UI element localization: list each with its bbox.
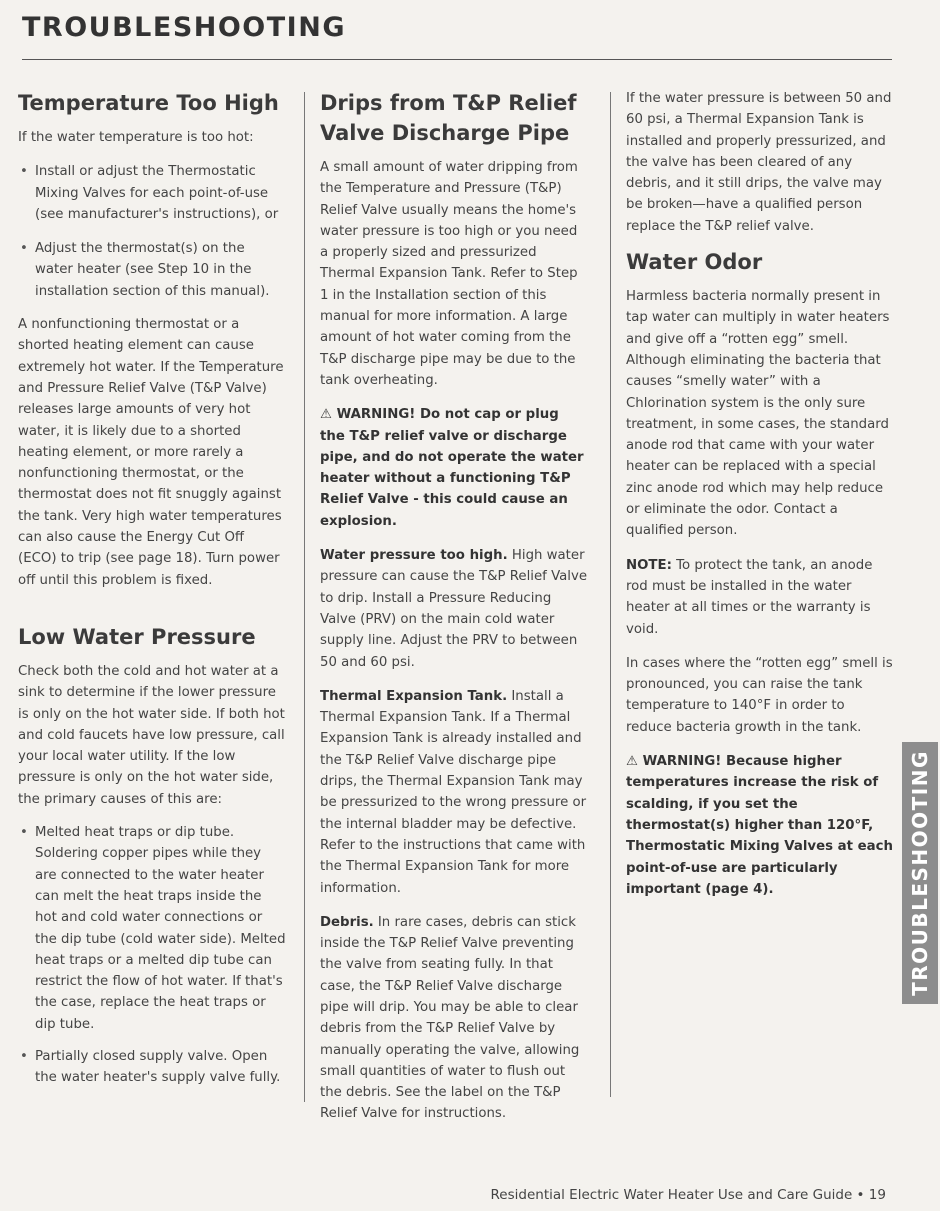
note-lead: NOTE: [626,557,672,573]
warning-scalding [626,751,894,900]
list-item: • Install or adjust the Thermostatic Mixing Valves for each point-of-use (see manufacturer's instructions), or [18,161,286,225]
list-item: • Melted heat traps or dip tube. Soldering copper pipes while they are connected to the water heater can melt the heat traps inside the hot and cold water connections or the dip tube (cold water side). Melted heat traps or a melted dip tube can restrict the flow of hot water. If that's the case, replace the heat traps or dip tube. [18,822,286,1035]
low-pressure-body: Check both the cold and hot water at a sink to determine if the lower pressure is only on the hot water side. If both hot and cold faucets have low pressure, call your local water utility. If the low pressure is only on the hot water side, the primary causes of this are: [18,663,285,807]
warning-text: WARNING! Do not cap or plug the T&P relief valve or discharge pipe, and do not operate the water heater without a functioning T&P Relief Valve - this could cause an explosion. [320,407,584,529]
page-title: TROUBLESHOOTING [22,12,346,43]
column-middle [320,88,588,1125]
heading-low-water-pressure: Low Water Pressure [18,624,256,649]
heading-drips: Drips from T&P Relief Valve Discharge Pipe [320,91,577,145]
column-left [18,88,286,1089]
section-water-odor [626,247,894,542]
expansion-tank-paragraph [320,686,588,899]
column-divider-left [304,92,305,1102]
tp-valve-broken-paragraph: If the water pressure is between 50 and 60 psi, a Thermal Expansion Tank is installed and properly pressurized, and the valve has been cleared of any debris, and it still drips, the valve may be broken—have a qualified person replace the T&P relief valve. [626,91,892,234]
temp-high-intro: If the water temperature is too hot: [18,130,254,145]
note-text: To protect the tank, an anode rod must be installed in the water heater at all times or the warranty is void. [626,557,873,637]
temp-high-bullet-list [18,161,286,302]
list-item: • Adjust the thermostat(s) on the water heater (see Step 10 in the installation section of this manual). [18,238,286,302]
section-temperature-too-high [18,88,286,591]
expansion-tank-text: Install a Thermal Expansion Tank. If a Thermal Expansion Tank is already installed and the T&P Relief Valve discharge pipe drips, the Thermal Expansion Tank may be pressurized to the wrong pressure or the internal bladder may be defective. Refer to the instructions that came with the Thermal Expansion Tank for more information. [320,688,587,896]
side-tab-label: TROUBLESHOOTING [908,750,932,996]
heading-temperature-too-high: Temperature Too High [18,91,279,115]
column-right [626,88,894,900]
list-item: • Partially closed supply valve. Open the water heater's supply valve fully. [18,1046,286,1089]
note-paragraph [626,555,894,640]
low-pressure-bullet-list [18,822,286,1089]
water-pressure-text: High water pressure can cause the T&P Relief Valve to drip. Install a Pressure Reducing Valve (PRV) on the main cold water supply line. Adjust the PRV to between 50 and 60 psi. [320,548,588,670]
rotten-egg-paragraph: In cases where the “rotten egg” smell is pronounced, you can raise the tank temperature to 140°F in order to reduce bacteria growth in the tank. [626,655,893,735]
water-odor-body: Harmless bacteria normally present in tap water can multiply in water heaters and give off a “rotten egg” smell. Although eliminating the bacteria that causes “smelly water” with a Chlorination system is the only sure treatment, in some cases, the standard anode rod that came with your water heater can be replaced with a special zinc anode rod which may help reduce or eliminate the odor. Contact a qualified person. [626,289,890,539]
warning-icon: ⚠ [320,407,332,423]
water-pressure-lead: Water pressure too high. [320,548,508,564]
expansion-tank-lead: Thermal Expansion Tank. [320,688,508,704]
section-drips [320,88,588,391]
temp-high-body: A nonfunctioning thermostat or a shorted heating element can cause extremely hot water. If the Temperature and Pressure Relief Valve (T&P Valve) releases large amounts of very hot water, it is likely due to a shorted heating element, or more rarely a nonfunctioning thermostat, or the thermostat does not fit snuggly against the tank. Very high water temperatures can also cause the Energy Cut Off (ECO) to trip (see page 18). Turn power off until this problem is fixed. [18,317,284,588]
debris-paragraph [320,912,588,1125]
debris-lead: Debris. [320,914,374,930]
warning-text: WARNING! Because higher temperatures increase the risk of scalding, if you set the thermostat(s) higher than 120°F, Thermostatic Mixing Valves at each point-of-use are particularly important (page 4). [626,754,893,897]
heading-water-odor: Water Odor [626,250,763,275]
section-low-water-pressure [18,622,286,1089]
warning-explosion [320,404,588,532]
debris-text: In rare cases, debris can stick inside the T&P Relief Valve preventing the valve from seating fully. In that case, the T&P Relief Valve discharge pipe will drip. You may be able to clear debris from the T&P Relief Valve by manually operating the valve, allowing small quantities of water to flush out the debris. See the label on the T&P Relief Valve for instructions. [320,914,580,1122]
title-rule [22,59,892,60]
page-footer: Residential Electric Water Heater Use and Care Guide • 19 [490,1187,886,1203]
water-pressure-paragraph [320,545,588,673]
warning-icon: ⚠ [626,754,638,770]
drips-body: A small amount of water dripping from the Temperature and Pressure (T&P) Relief Valve usually means the home's water pressure is too high or you need a properly sized and pressurized Thermal Expansion Tank. Refer to Step 1 in the Installation section of this manual for more information. A large amount of hot water coming from the T&P discharge pipe may be due to the tank overheating. [320,160,578,388]
column-divider-right [610,92,611,1097]
